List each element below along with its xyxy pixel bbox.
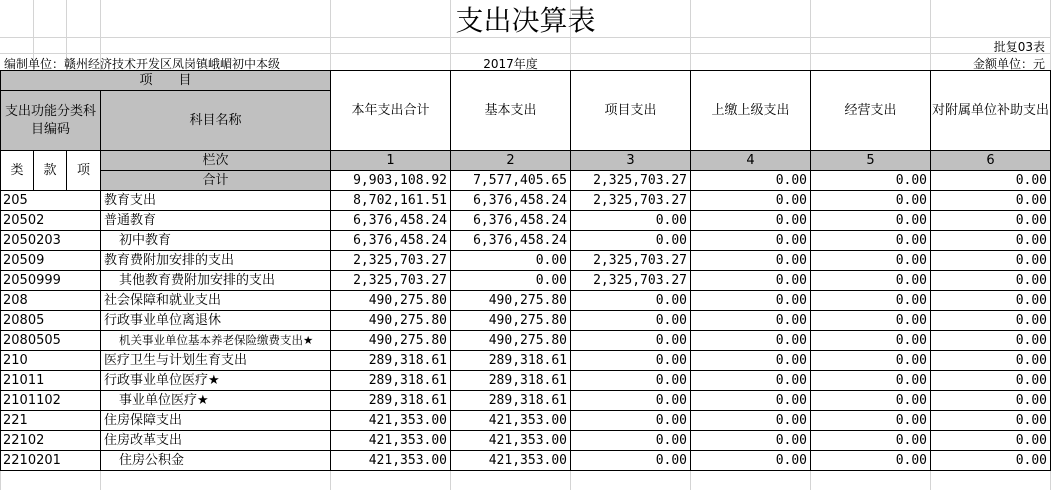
row-value: 0.00 xyxy=(931,351,1051,371)
row-value: 0.00 xyxy=(811,331,931,351)
row-value: 0.00 xyxy=(931,231,1051,251)
col-number-1: 1 xyxy=(331,151,451,171)
row-value: 289,318.61 xyxy=(331,391,451,411)
row-value: 0.00 xyxy=(931,411,1051,431)
header-func-code: 支出功能分类科目编码 xyxy=(1,91,101,151)
row-subject-name: 教育支出 xyxy=(101,191,331,211)
table-row xyxy=(1,371,1051,391)
row-value: 0.00 xyxy=(451,271,571,291)
row-value: 0.00 xyxy=(691,431,811,451)
row-value: 421,353.00 xyxy=(451,431,571,451)
row-value: 2,325,703.27 xyxy=(331,271,451,291)
empty-cell xyxy=(931,471,1051,491)
row-value: 0.00 xyxy=(571,291,691,311)
row-code: 210 xyxy=(1,351,101,371)
row-value: 490,275.80 xyxy=(451,331,571,351)
table-row xyxy=(1,411,1051,431)
row-value: 0.00 xyxy=(571,231,691,251)
row-value: 0.00 xyxy=(811,431,931,451)
row-code: 20509 xyxy=(1,251,101,271)
row-code: 208 xyxy=(1,291,101,311)
row-value: 0.00 xyxy=(811,291,931,311)
empty-cell xyxy=(1,471,101,491)
empty-cell xyxy=(571,471,691,491)
row-value: 0.00 xyxy=(811,271,931,291)
table-row xyxy=(1,271,1051,291)
table-row xyxy=(1,211,1051,231)
row-subject-name: 住房公积金 xyxy=(101,451,331,471)
header-xiang: 项 xyxy=(67,151,101,191)
row-value: 490,275.80 xyxy=(331,291,451,311)
table-row xyxy=(1,351,1051,371)
row-value: 0.00 xyxy=(811,411,931,431)
empty-cell xyxy=(811,471,931,491)
row-value: 0.00 xyxy=(571,351,691,371)
row-value: 289,318.61 xyxy=(451,391,571,411)
row-value: 289,318.61 xyxy=(331,371,451,391)
row-code: 2050999 xyxy=(1,271,101,291)
row-value: 0.00 xyxy=(691,391,811,411)
row-value: 0.00 xyxy=(691,411,811,431)
empty-row xyxy=(1,471,1051,491)
row-value: 0.00 xyxy=(931,431,1051,451)
row-value: 6,376,458.24 xyxy=(331,231,451,251)
row-value: 0.00 xyxy=(691,211,811,231)
table-row xyxy=(1,231,1051,251)
header-col-1: 本年支出合计 xyxy=(331,71,451,151)
row-value: 6,376,458.24 xyxy=(451,231,571,251)
currency-unit: 金额单位：元 xyxy=(972,57,1045,71)
row-value: 0.00 xyxy=(571,431,691,451)
row-value: 0.00 xyxy=(811,211,931,231)
row-value: 0.00 xyxy=(931,191,1051,211)
row-value: 421,353.00 xyxy=(451,411,571,431)
table-row xyxy=(1,391,1051,411)
row-value: 0.00 xyxy=(571,331,691,351)
row-subject-name: 初中教育 xyxy=(101,231,331,251)
total-value: 0.00 xyxy=(691,171,811,191)
row-value: 0.00 xyxy=(931,251,1051,271)
row-value: 0.00 xyxy=(931,391,1051,411)
row-code: 2080505 xyxy=(1,331,101,351)
row-value: 0.00 xyxy=(691,231,811,251)
empty-cell xyxy=(451,471,571,491)
row-value: 0.00 xyxy=(691,311,811,331)
row-value: 0.00 xyxy=(691,191,811,211)
col-number-6: 6 xyxy=(931,151,1051,171)
row-value: 0.00 xyxy=(811,371,931,391)
row-value: 0.00 xyxy=(811,191,931,211)
row-code: 21011 xyxy=(1,371,101,391)
row-value: 0.00 xyxy=(811,231,931,251)
row-subject-name: 行政事业单位离退休 xyxy=(101,311,331,331)
header-col-5: 经营支出 xyxy=(811,71,931,151)
row-subject-name: 教育费附加安排的支出 xyxy=(101,251,331,271)
row-value: 0.00 xyxy=(931,331,1051,351)
row-code: 2050203 xyxy=(1,231,101,251)
row-value: 490,275.80 xyxy=(331,311,451,331)
row-value: 2,325,703.27 xyxy=(571,191,691,211)
page-title: 支出决算表 xyxy=(455,4,596,37)
expenditure-table xyxy=(0,70,1051,490)
row-value: 0.00 xyxy=(571,411,691,431)
row-value: 421,353.00 xyxy=(331,431,451,451)
row-value: 2,325,703.27 xyxy=(571,271,691,291)
col-number-5: 5 xyxy=(811,151,931,171)
row-subject-name: 医疗卫生与计划生育支出 xyxy=(101,351,331,371)
row-value: 0.00 xyxy=(931,311,1051,331)
row-value: 0.00 xyxy=(811,451,931,471)
header-kuan: 款 xyxy=(34,151,67,191)
row-code: 20502 xyxy=(1,211,101,231)
row-subject-name: 机关事业单位基本养老保险缴费支出★ xyxy=(101,331,331,351)
total-value: 0.00 xyxy=(931,171,1051,191)
row-value: 0.00 xyxy=(811,351,931,371)
row-code: 205 xyxy=(1,191,101,211)
row-subject-name: 社会保障和就业支出 xyxy=(101,291,331,311)
row-value: 490,275.80 xyxy=(331,331,451,351)
fiscal-year: 2017年度 xyxy=(483,57,538,71)
table-row xyxy=(1,191,1051,211)
reporting-unit: 编制单位：赣州经济技术开发区凤岗镇峨嵋初中本级 xyxy=(4,57,281,71)
row-code: 20805 xyxy=(1,311,101,331)
row-value: 490,275.80 xyxy=(451,311,571,331)
row-value: 490,275.80 xyxy=(451,291,571,311)
empty-cell xyxy=(331,471,451,491)
row-value: 0.00 xyxy=(691,371,811,391)
row-value: 0.00 xyxy=(811,391,931,411)
row-value: 0.00 xyxy=(691,451,811,471)
total-value: 7,577,405.65 xyxy=(451,171,571,191)
row-value: 2,325,703.27 xyxy=(331,251,451,271)
row-value: 0.00 xyxy=(931,291,1051,311)
row-subject-name: 事业单位医疗★ xyxy=(101,391,331,411)
col-number-3: 3 xyxy=(571,151,691,171)
row-value: 6,376,458.24 xyxy=(451,211,571,231)
row-value: 0.00 xyxy=(691,291,811,311)
row-value: 0.00 xyxy=(931,371,1051,391)
total-label: 合计 xyxy=(101,171,331,191)
row-value: 0.00 xyxy=(931,211,1051,231)
header-lei: 类 xyxy=(1,151,34,191)
table-row xyxy=(1,451,1051,471)
header-lanci: 栏次 xyxy=(101,151,331,171)
row-code: 22102 xyxy=(1,431,101,451)
row-value: 0.00 xyxy=(571,311,691,331)
row-value: 0.00 xyxy=(571,211,691,231)
row-value: 0.00 xyxy=(931,271,1051,291)
row-code: 221 xyxy=(1,411,101,431)
row-value: 0.00 xyxy=(451,251,571,271)
row-value: 0.00 xyxy=(691,251,811,271)
total-value: 9,903,108.92 xyxy=(331,171,451,191)
row-subject-name: 住房改革支出 xyxy=(101,431,331,451)
row-value: 6,376,458.24 xyxy=(451,191,571,211)
table-row xyxy=(1,431,1051,451)
table-row xyxy=(1,251,1051,271)
col-number-4: 4 xyxy=(691,151,811,171)
table-row xyxy=(1,311,1051,331)
total-value: 2,325,703.27 xyxy=(571,171,691,191)
total-value: 0.00 xyxy=(811,171,931,191)
row-subject-name: 其他教育费附加安排的支出 xyxy=(101,271,331,291)
row-subject-name: 行政事业单位医疗★ xyxy=(101,371,331,391)
row-value: 0.00 xyxy=(811,311,931,331)
row-subject-name: 住房保障支出 xyxy=(101,411,331,431)
empty-cell xyxy=(691,471,811,491)
row-value: 289,318.61 xyxy=(331,351,451,371)
row-value: 6,376,458.24 xyxy=(331,211,451,231)
row-value: 0.00 xyxy=(571,371,691,391)
header-subject-name: 科目名称 xyxy=(101,91,331,151)
row-value: 0.00 xyxy=(691,351,811,371)
header-col-6: 对附属单位补助支出 xyxy=(931,71,1051,151)
row-value: 421,353.00 xyxy=(331,451,451,471)
row-value: 0.00 xyxy=(571,391,691,411)
header-col-4: 上缴上级支出 xyxy=(691,71,811,151)
col-number-2: 2 xyxy=(451,151,571,171)
table-row xyxy=(1,291,1051,311)
header-col-2: 基本支出 xyxy=(451,71,571,151)
row-value: 421,353.00 xyxy=(451,451,571,471)
row-code: 2210201 xyxy=(1,451,101,471)
table-row xyxy=(1,331,1051,351)
row-value: 0.00 xyxy=(691,331,811,351)
row-value: 8,702,161.51 xyxy=(331,191,451,211)
row-value: 289,318.61 xyxy=(451,351,571,371)
row-value: 0.00 xyxy=(571,451,691,471)
row-code: 2101102 xyxy=(1,391,101,411)
row-value: 0.00 xyxy=(931,451,1051,471)
row-value: 289,318.61 xyxy=(451,371,571,391)
empty-cell xyxy=(101,471,331,491)
row-value: 421,353.00 xyxy=(331,411,451,431)
table-number: 批复03表 xyxy=(993,40,1045,54)
row-value: 0.00 xyxy=(691,271,811,291)
header-xiangmu: 项 目 xyxy=(1,71,331,91)
row-value: 2,325,703.27 xyxy=(571,251,691,271)
row-subject-name: 普通教育 xyxy=(101,211,331,231)
row-value: 0.00 xyxy=(811,251,931,271)
header-col-3: 项目支出 xyxy=(571,71,691,151)
